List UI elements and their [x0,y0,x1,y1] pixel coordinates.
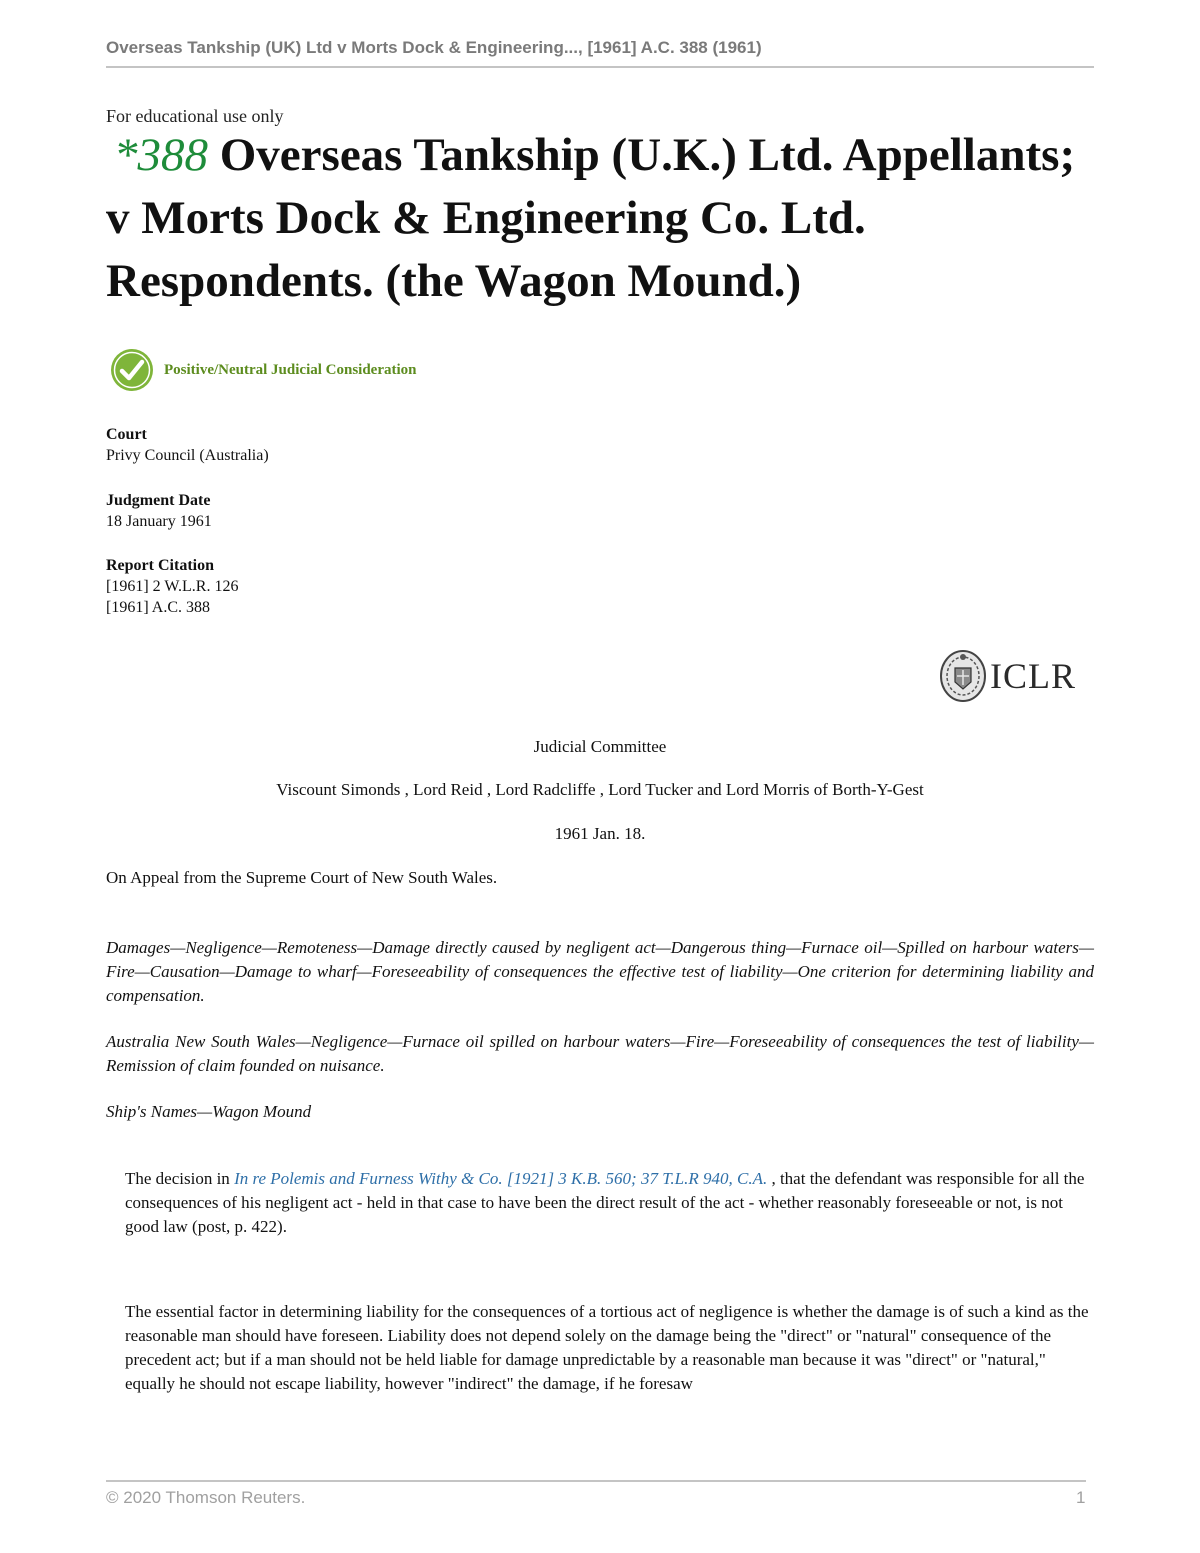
iclr-logo [938,648,1076,704]
page-star-marker: *388 [114,129,208,181]
footer-divider [106,1480,1086,1482]
committee-line: Judicial Committee [533,737,667,756]
court-value: Privy Council (Australia) [106,447,269,464]
citation-value: [1961] A.C. 388 [106,599,210,616]
judges-line: Viscount Simonds , Lord Reid , Lord Radcliffe , Lord Tucker and Lord Morris of Borth-Y-Gest [276,780,924,799]
judicial-consideration-flag[interactable] [110,348,417,392]
report-citation-section [106,555,706,618]
headnote-text: The decision in [125,1169,235,1188]
judgment-date-section [106,490,706,532]
case-title [106,124,1096,313]
appeal-line: On Appeal from the Supreme Court of New South Wales. [106,868,498,887]
headnote-paragraph [125,1167,1094,1239]
copyright-notice: © 2020 Thomson Reuters. [106,1488,306,1507]
catchwords-paragraph: Damages—Negligence—Remoteness—Damage directly caused by negligent act—Dangerous thing—Furnace oil—Spilled on harbour waters—Fire—Causation—Damage to wharf—Foreseeability of consequences the effective test of liability—One criterion for determining liability and compensation. [106,938,1094,1005]
decision-date-line: 1961 Jan. 18. [554,824,646,843]
iclr-logo-text: ICLR [990,656,1077,696]
citation-value: [1961] 2 W.L.R. 126 [106,578,239,595]
educational-use-note: For educational use only [106,106,284,126]
header-divider [106,66,1094,68]
check-icon [110,348,154,392]
headnote-text: , that the defendant was responsible for all the consequences of his negligent act - held in that case to have been the direct result of the act - whether reasonably foreseeable or not, is not good law (post, p. 422). [125,1169,1085,1236]
report-citation-label: Report Citation [106,557,214,574]
flag-label: Positive/Neutral Judicial Consideration [164,361,417,378]
headnote-paragraph: The essential factor in determining liability for the consequences of a tortious act of negligence is whether the damage is of such a kind as the reasonable man should have foreseen. Liability does not depend solely on the damage being the "direct" or "natural" consequence of the precedent act; but if a man should not be held liable for damage unpredictable by a reasonable man because it was "direct" or "natural," equally he should not escape liability, however "indirect" the damage, if he foresaw [125,1302,1089,1393]
iclr-seal-icon [938,648,988,704]
catchwords-paragraph: Australia New South Wales—Negligence—Furnace oil spilled on harbour waters—Fire—Foreseeability of consequences the test of liability—Remission of claim founded on nuisance. [106,1032,1094,1075]
running-header: Overseas Tankship (UK) Ltd v Morts Dock & Engineering..., [1961] A.C. 388 (1961) [106,38,762,57]
case-title-text: Overseas Tankship (U.K.) Ltd. Appellants; v Morts Dock & Engineering Co. Ltd. Respondents. (the Wagon Mound.) [106,129,1076,307]
judgment-date-value: 18 January 1961 [106,513,212,530]
court-label: Court [106,426,147,443]
judgment-date-label: Judgment Date [106,492,211,509]
court-section [106,424,706,466]
page-number: 1 [1076,1488,1086,1507]
case-citation-link[interactable]: In re Polemis and Furness Withy & Co. [1921] 3 K.B. 560; 37 T.L.R 940, C.A. [234,1169,768,1188]
catchwords-paragraph: Ship's Names—Wagon Mound [106,1102,312,1121]
